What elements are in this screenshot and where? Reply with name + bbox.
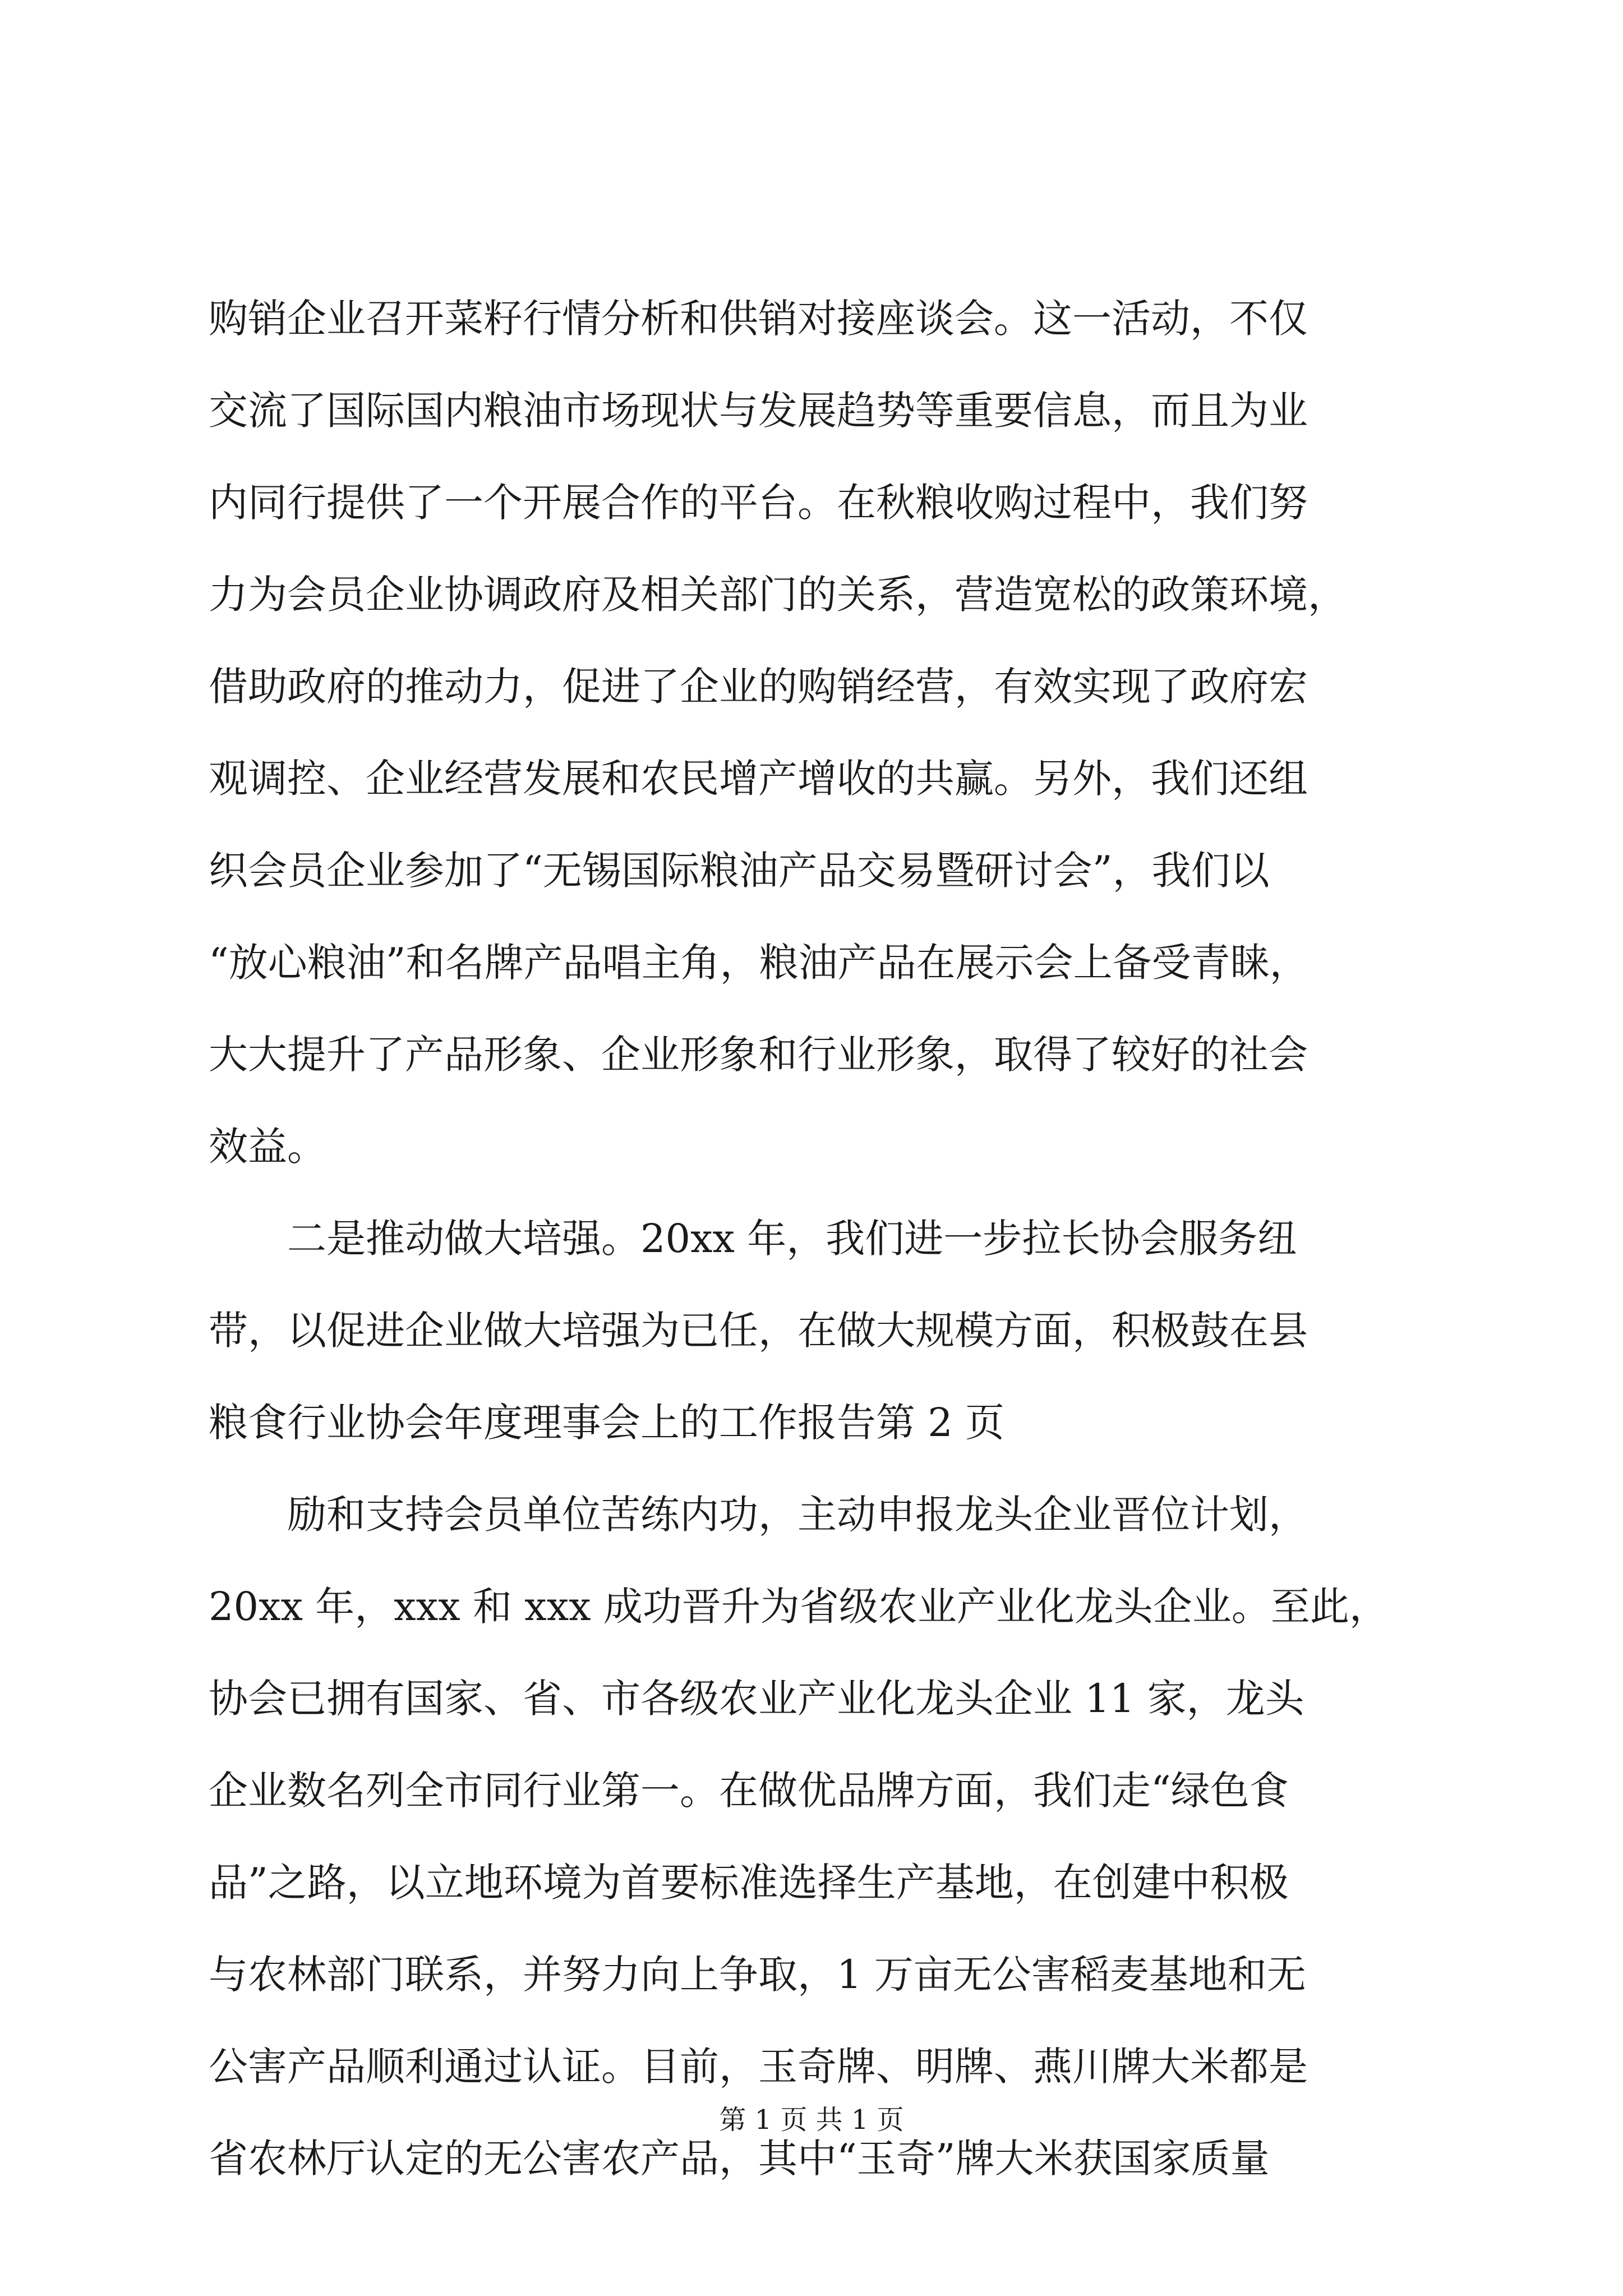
text-line: 与农林部门联系，并努力向上争取，1 万亩无公害稻麦基地和无 [209,1952,1306,1998]
text-line: 大大提升了产品形象、企业形象和行业形象，取得了较好的社会 [209,1032,1308,1078]
text-line: 借助政府的推动力，促进了企业的购销经营，有效实现了政府宏 [209,664,1308,710]
text-line: 观调控、企业经营发展和农民增产增收的共赢。另外，我们还组 [209,756,1308,802]
text-line: 织会员企业参加了“无锡国际粮油产品交易暨研讨会”，我们以 [209,848,1270,894]
page-footer: 第 1 页 共 1 页 [719,2104,904,2136]
text-line: 二是推动做大培强。20xx 年，我们进一步拉长协会服务纽 [209,1216,1297,1262]
text-line: 效益。 [209,1124,326,1170]
document-body [209,273,1420,2205]
text-line: 省农林厅认定的无公害农产品，其中“玉奇”牌大米获国家质量 [209,2136,1270,2182]
text-line: 品”之路，以立地环境为首要标准选择生产基地，在创建中积极 [209,1860,1289,1906]
text-line: 粮食行业协会年度理事会上的工作报告第 2 页 [209,1400,1005,1446]
text-line: 内同行提供了一个开展合作的平台。在秋粮收购过程中，我们努 [209,480,1308,526]
text-line: 20xx 年，xxx 和 xxx 成功晋升为省级农业产业化龙头企业。至此， [209,1584,1389,1630]
text-line: 企业数名列全市同行业第一。在做优品牌方面，我们走“绿色食 [209,1768,1289,1814]
text-line: 购销企业召开菜籽行情分析和供销对接座谈会。这一活动，不仅 [209,296,1308,342]
text-line: 协会已拥有国家、省、市各级农业产业化龙头企业 11 家，龙头 [209,1676,1304,1722]
text-line: 带，以促进企业做大培强为已任，在做大规模方面，积极鼓在县 [209,1308,1308,1354]
text-line: 力为会员企业协调政府及相关部门的关系，营造宽松的政策环境， [209,572,1347,618]
text-line: 励和支持会员单位苦练内功，主动申报龙头企业晋位计划， [209,1492,1308,1538]
text-line: 交流了国际国内粮油市场现状与发展趋势等重要信息，而且为业 [209,388,1308,434]
text-line: 公害产品顺利通过认证。目前，玉奇牌、明牌、燕川牌大米都是 [209,2044,1308,2090]
text-line: “放心粮油”和名牌产品唱主角，粮油产品在展示会上备受青睐， [209,940,1309,986]
